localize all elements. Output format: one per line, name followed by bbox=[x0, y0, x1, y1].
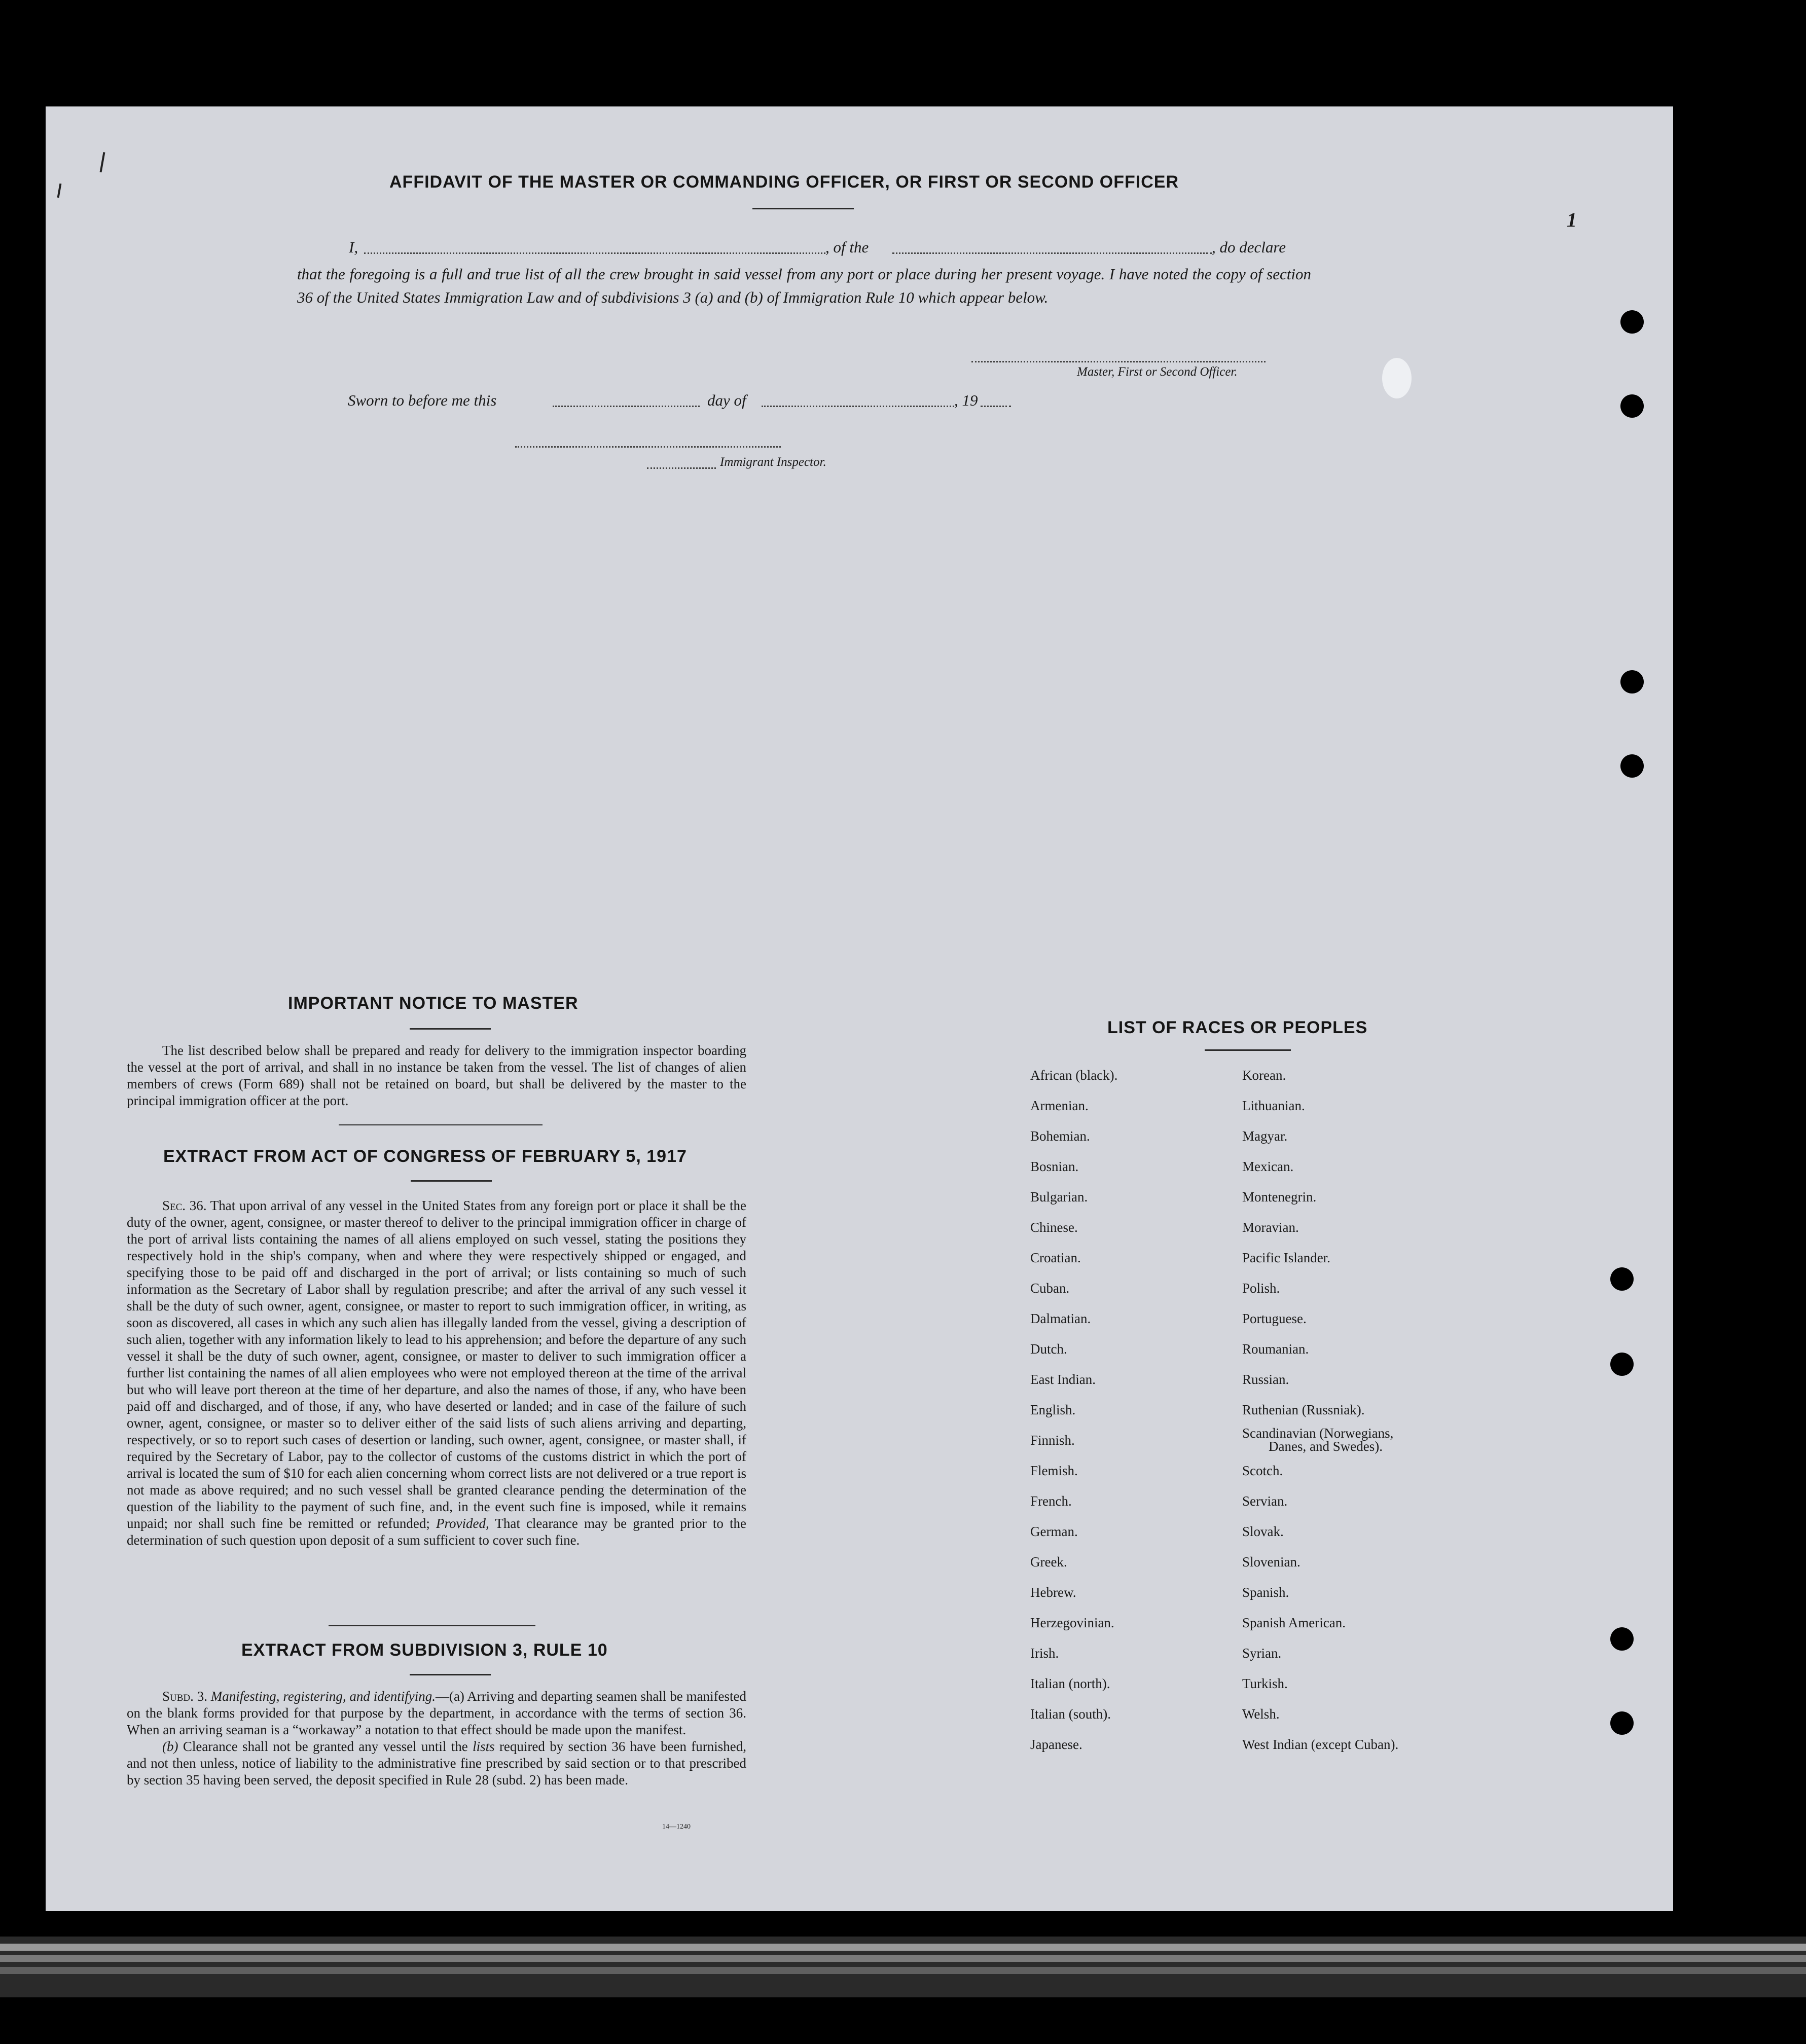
inspector-label: Immigrant Inspector. bbox=[720, 455, 826, 469]
binder-hole bbox=[1610, 1267, 1634, 1291]
race-item: Greek. bbox=[1030, 1554, 1067, 1570]
subd-a-text: —(a) Arriving and departing seamen shall be manifested on the blank forms provided for that purpose by the department, in accordance with the terms of section 36. When an arriving seaman is a “workaway” a notation to that effect should be made upon the manifest. bbox=[127, 1689, 746, 1737]
race-item: Pacific Islander. bbox=[1242, 1250, 1330, 1265]
sworn-prefix: Sworn to before me this bbox=[348, 391, 497, 409]
race-item: Korean. bbox=[1242, 1068, 1286, 1083]
race-item: Italian (south). bbox=[1030, 1706, 1111, 1722]
sworn-month-blank[interactable] bbox=[762, 406, 954, 407]
race-item: Hebrew. bbox=[1030, 1585, 1076, 1600]
race-item: Welsh. bbox=[1242, 1706, 1280, 1722]
race-item: Chinese. bbox=[1030, 1220, 1078, 1235]
subd-b-label: (b) bbox=[162, 1739, 178, 1754]
race-item: West Indian (except Cuban). bbox=[1242, 1737, 1399, 1752]
page-mark: 1 bbox=[1567, 208, 1577, 231]
race-item: Ruthenian (Russniak). bbox=[1242, 1402, 1365, 1417]
subd-b-text-1: Clearance shall not be granted any vessel until the bbox=[183, 1739, 468, 1754]
binder-hole bbox=[1610, 1711, 1634, 1735]
binder-hole bbox=[1610, 1353, 1634, 1376]
race-item: Irish. bbox=[1030, 1646, 1059, 1661]
race-item: Bulgarian. bbox=[1030, 1189, 1088, 1204]
sworn-year-blank[interactable] bbox=[981, 406, 1011, 407]
race-item: Japanese. bbox=[1030, 1737, 1082, 1752]
rule10-text bbox=[127, 1688, 746, 1788]
sworn-year-prefix: , 19 bbox=[954, 391, 978, 409]
race-item: Moravian. bbox=[1242, 1220, 1299, 1235]
race-item: Servian. bbox=[1242, 1493, 1288, 1509]
act-title: EXTRACT FROM ACT OF CONGRESS OF FEBRUARY 5, 1917 bbox=[163, 1147, 687, 1166]
race-item: Slovenian. bbox=[1242, 1554, 1301, 1570]
race-item: Turkish. bbox=[1242, 1676, 1288, 1691]
subd-b-lists: lists bbox=[473, 1739, 495, 1754]
affidavit-of-the: , of the bbox=[825, 238, 869, 256]
binder-hole bbox=[1610, 1627, 1634, 1651]
race-item: Croatian. bbox=[1030, 1250, 1081, 1265]
race-item: Bosnian. bbox=[1030, 1159, 1079, 1174]
race-item: Roumanian. bbox=[1242, 1341, 1309, 1357]
race-item: Bohemian. bbox=[1030, 1128, 1090, 1144]
act-divider bbox=[329, 1625, 535, 1626]
race-item: Flemish. bbox=[1030, 1463, 1078, 1478]
race-item: Montenegrin. bbox=[1242, 1189, 1317, 1204]
binder-hole bbox=[1620, 670, 1644, 694]
sworn-day-blank[interactable] bbox=[553, 406, 700, 407]
race-item-continuation: Danes, and Swedes). bbox=[1269, 1439, 1383, 1454]
affidavit-declaration: that the foregoing is a full and true list of all the crew brought in said vessel from any port or place during her present voyage. I have noted the copy of section 36 of the United States Immigration Law and of subdivisions 3 (a) and (b) of Immigration Rule 10 which appear below. bbox=[297, 265, 1311, 306]
binder-hole bbox=[1620, 394, 1644, 418]
race-item: Cuban. bbox=[1030, 1281, 1070, 1296]
races-title-rule bbox=[1205, 1049, 1291, 1051]
affidavit-do-declare: , do declare bbox=[1212, 238, 1286, 256]
title-rule bbox=[752, 208, 854, 209]
race-item: Scotch. bbox=[1242, 1463, 1283, 1478]
race-item: English. bbox=[1030, 1402, 1076, 1417]
page-edge-stack bbox=[0, 1937, 1806, 1997]
notice-text bbox=[127, 1042, 746, 1109]
binder-hole bbox=[1620, 310, 1644, 334]
race-item: Dutch. bbox=[1030, 1341, 1067, 1357]
act-paragraph: That upon arrival of any vessel in the United States from any foreign port or place it shall be the duty of the owner, agent, consignee, or master thereof to deliver to the principal immigration officer in charge of the port of arrival lists containing the names of all aliens employed on such vessel, stating the positions they respectively hold in the ship's company, when and where they were respectively shipped or engaged, and specifying those to be paid off and discharged in the port of arrival; or lists containing so much of such information as the Secretary of Labor shall by regulation prescribe; and after the arrival of any such vessel it shall be the duty of such owner, agent, consignee, or master to report to such immigration officer, in writing, as soon as discovered, all cases in which any such alien has illegally landed from the vessel, giving a description of such alien, together with any information likely to lead to his apprehension; and before the departure of any such vessel it shall be the duty of such owner, agent, consignee, or master to deliver to such immigration officer a further list containing the names of all alien employees who were not employed thereon at the time of the arrival but who will leave port thereon at the time of her departure, and also the names of those, if any, who have been paid off and discharged, and of those, if any, who have deserted or landed; and in case of the failure of such owner, agent, consignee, or master so to deliver either of the said lists of such aliens arriving and departing, respectively, or so to report such cases of desertion or landing, such owner, agent, consignee, or master shall, if required by the Secretary of Labor, pay to the collector of customs of the customs district in which the port of arrival is located the sum of $10 for each alien concerning whom correct lists are not delivered or a true report is not made as above required; and no such vessel shall be granted clearance pending the determination of the question of the liability to the payment of such fine, and, in the event such fine is imposed, while it remains unpaid; nor shall such fine be remitted or refunded; bbox=[127, 1198, 747, 1531]
race-item: Magyar. bbox=[1242, 1128, 1288, 1144]
race-item: Herzegovinian. bbox=[1030, 1615, 1114, 1630]
act-text bbox=[127, 1197, 746, 1549]
form-number: 14—1240 bbox=[662, 1823, 691, 1831]
act-title-rule bbox=[411, 1180, 492, 1182]
rule10-title: EXTRACT FROM SUBDIVISION 3, RULE 10 bbox=[241, 1640, 608, 1660]
race-item: Spanish. bbox=[1242, 1585, 1289, 1600]
race-item: Slovak. bbox=[1242, 1524, 1284, 1539]
signature-blank[interactable] bbox=[971, 361, 1266, 362]
races-title: LIST OF RACES OR PEOPLES bbox=[1107, 1018, 1368, 1037]
race-item: Polish. bbox=[1242, 1281, 1280, 1296]
sworn-day-of: day of bbox=[707, 391, 746, 409]
notice-title-rule bbox=[410, 1028, 491, 1030]
race-item: East Indian. bbox=[1030, 1372, 1096, 1387]
paper-blemish bbox=[1382, 358, 1412, 398]
subd-heading: Manifesting, registering, and identifying. bbox=[210, 1689, 436, 1704]
race-item: Spanish American. bbox=[1242, 1615, 1346, 1630]
race-item: Italian (north). bbox=[1030, 1676, 1110, 1691]
race-item: Scandinavian (Norwegians, bbox=[1242, 1426, 1394, 1441]
race-item: German. bbox=[1030, 1524, 1078, 1539]
inspector-prefix-blank bbox=[647, 467, 716, 469]
inspector-signature-blank[interactable] bbox=[515, 446, 781, 448]
vessel-blank[interactable] bbox=[892, 252, 1212, 254]
affidavit-i: I, bbox=[349, 238, 358, 256]
notice-divider bbox=[339, 1124, 543, 1125]
notice-paragraph: The list described below shall be prepared and ready for delivery to the immigration inspector boarding the vessel at the port of arrival, and shall in no instance be taken from the vessel. The list of changes of alien members of crews (Form 689) shall not be retained on board, but shall be delivered by the master to the principal immigration officer at the port. bbox=[127, 1043, 746, 1108]
name-blank[interactable] bbox=[364, 252, 825, 254]
race-item: Portuguese. bbox=[1242, 1311, 1307, 1326]
proviso-text: That clearance may be granted prior to the determination of such question upon deposit of a sum sufficient to cover such fine. bbox=[127, 1516, 746, 1548]
race-item: African (black). bbox=[1030, 1068, 1118, 1083]
section-label: Sec. 36. bbox=[162, 1198, 207, 1213]
rule10-title-rule bbox=[410, 1674, 491, 1675]
race-item: Dalmatian. bbox=[1030, 1311, 1091, 1326]
affidavit-title: AFFIDAVIT OF THE MASTER OR COMMANDING OFFICER, OR FIRST OR SECOND OFFICER bbox=[389, 172, 1179, 192]
race-item: Russian. bbox=[1242, 1372, 1289, 1387]
race-item: Finnish. bbox=[1030, 1433, 1075, 1448]
race-item: Armenian. bbox=[1030, 1098, 1089, 1113]
notice-title: IMPORTANT NOTICE TO MASTER bbox=[288, 994, 579, 1013]
proviso-word: Provided, bbox=[436, 1516, 489, 1531]
race-item: Syrian. bbox=[1242, 1646, 1282, 1661]
race-item: Lithuanian. bbox=[1242, 1098, 1305, 1113]
signature-label: Master, First or Second Officer. bbox=[1077, 365, 1238, 379]
subd-b-text-2: required by section 36 have been furnished, and not then unless, notice of liability to the administrative fine prescribed by said section or to that prescribed by section 35 having been served, the deposit specified in Rule 28 (subd. 2) has been made. bbox=[127, 1739, 746, 1787]
binder-hole bbox=[1620, 754, 1644, 778]
subd-label: Subd. 3. bbox=[162, 1689, 207, 1704]
race-item: French. bbox=[1030, 1493, 1072, 1509]
race-item: Mexican. bbox=[1242, 1159, 1294, 1174]
